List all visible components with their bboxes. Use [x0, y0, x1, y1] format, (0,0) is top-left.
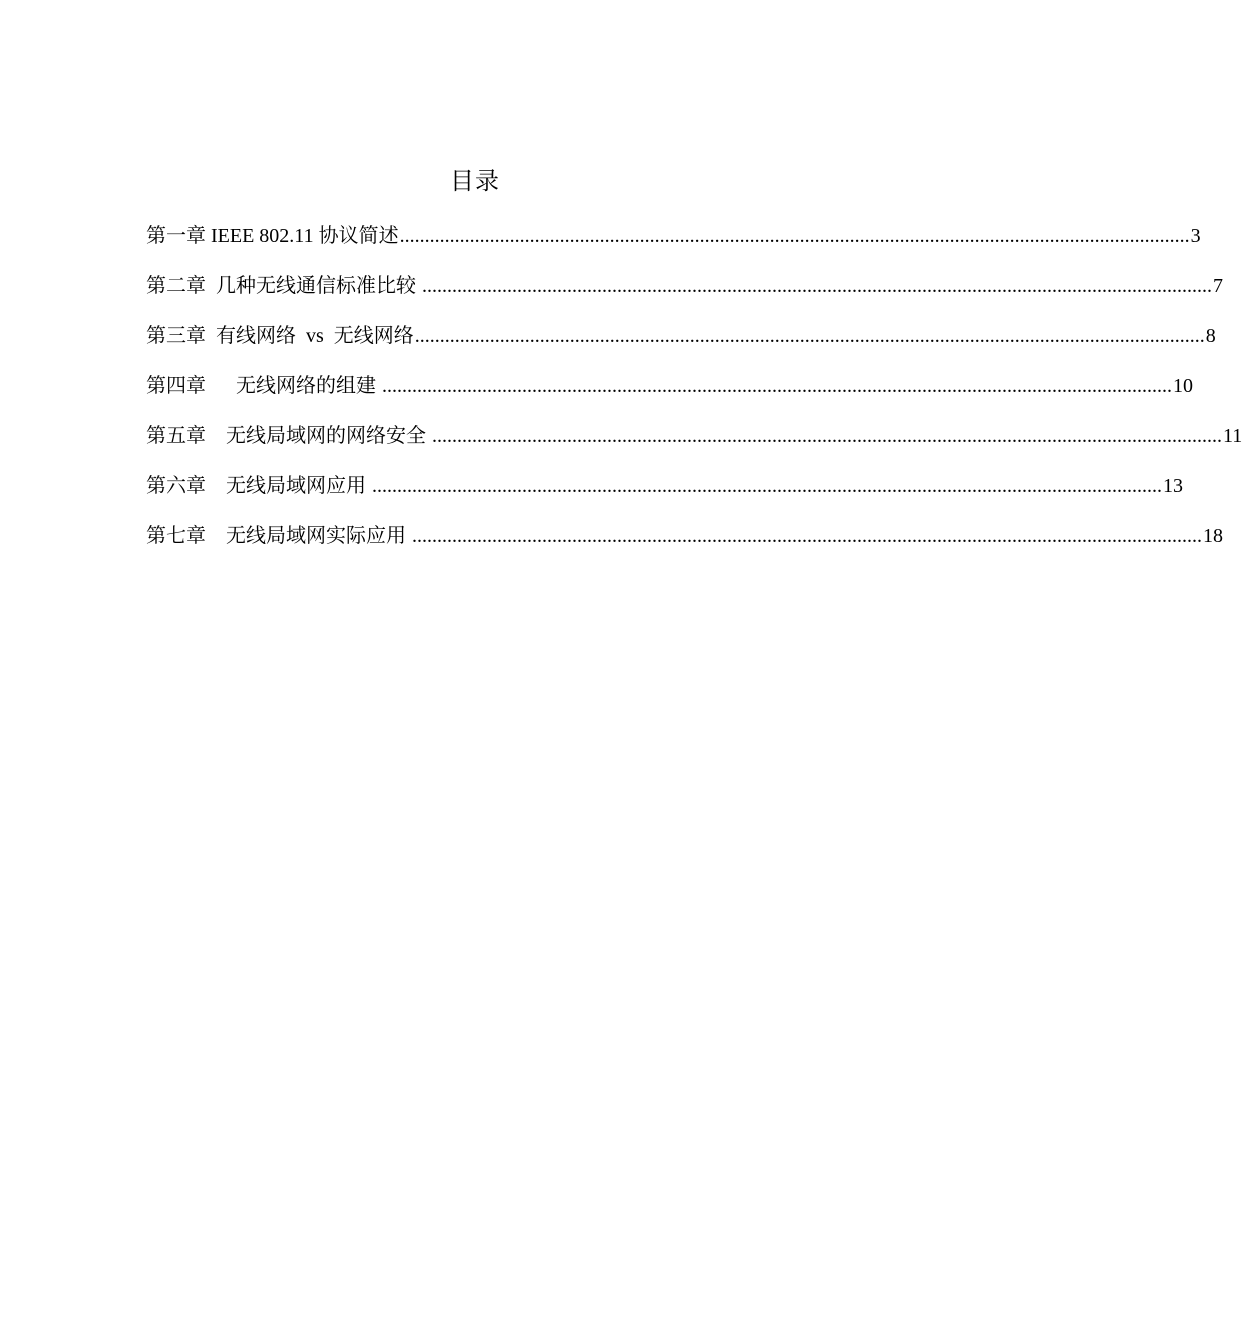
toc-page-number: 7: [1213, 275, 1223, 297]
toc-page-number: 11: [1223, 425, 1242, 447]
toc-entry-chapter-2[interactable]: [146, 270, 1223, 320]
toc-entry-chapter-5[interactable]: [146, 420, 1242, 470]
toc-dot-leader: ..............................................................................................................................................................: [399, 225, 1190, 247]
toc-entry-label: 第七章 无线局域网实际应用: [146, 525, 411, 547]
toc-entry-chapter-3[interactable]: [146, 320, 1216, 370]
toc-entry-label: 第五章 无线局域网的网络安全: [146, 425, 431, 447]
toc-page-number: 13: [1163, 475, 1183, 497]
toc-list: [146, 220, 1242, 570]
toc-dot-leader: ..............................................................................................................................................................: [372, 475, 1162, 497]
toc-page-number: 3: [1190, 225, 1201, 247]
toc-title: 目录: [450, 169, 500, 195]
toc-dot-leader: ..............................................................................................................................................................: [422, 275, 1212, 297]
toc-entry-label: 第三章 有线网络 vs 无线网络: [146, 325, 414, 347]
toc-dot-leader: ..............................................................................................................................................................: [412, 525, 1202, 547]
toc-entry-label: 第六章 无线局域网应用: [146, 475, 371, 497]
toc-entry-chapter-7[interactable]: [146, 520, 1223, 570]
toc-page-number: 18: [1203, 525, 1223, 547]
toc-dot-leader: ..............................................................................................................................................................: [432, 425, 1222, 447]
toc-page-number: 8: [1205, 325, 1216, 347]
toc-entry-chapter-1[interactable]: [146, 220, 1201, 270]
toc-entry-label: 第一章 IEEE 802.11 协议简述: [146, 225, 399, 247]
toc-page-number: 10: [1173, 375, 1193, 397]
toc-entry-label: 第二章 几种无线通信标准比较: [146, 275, 421, 297]
toc-entry-chapter-4[interactable]: [146, 370, 1193, 420]
toc-dot-leader: ..............................................................................................................................................................: [414, 325, 1205, 347]
toc-dot-leader: ..............................................................................................................................................................: [382, 375, 1172, 397]
toc-entry-chapter-6[interactable]: [146, 470, 1183, 520]
toc-entry-label: 第四章 无线网络的组建: [146, 375, 381, 397]
